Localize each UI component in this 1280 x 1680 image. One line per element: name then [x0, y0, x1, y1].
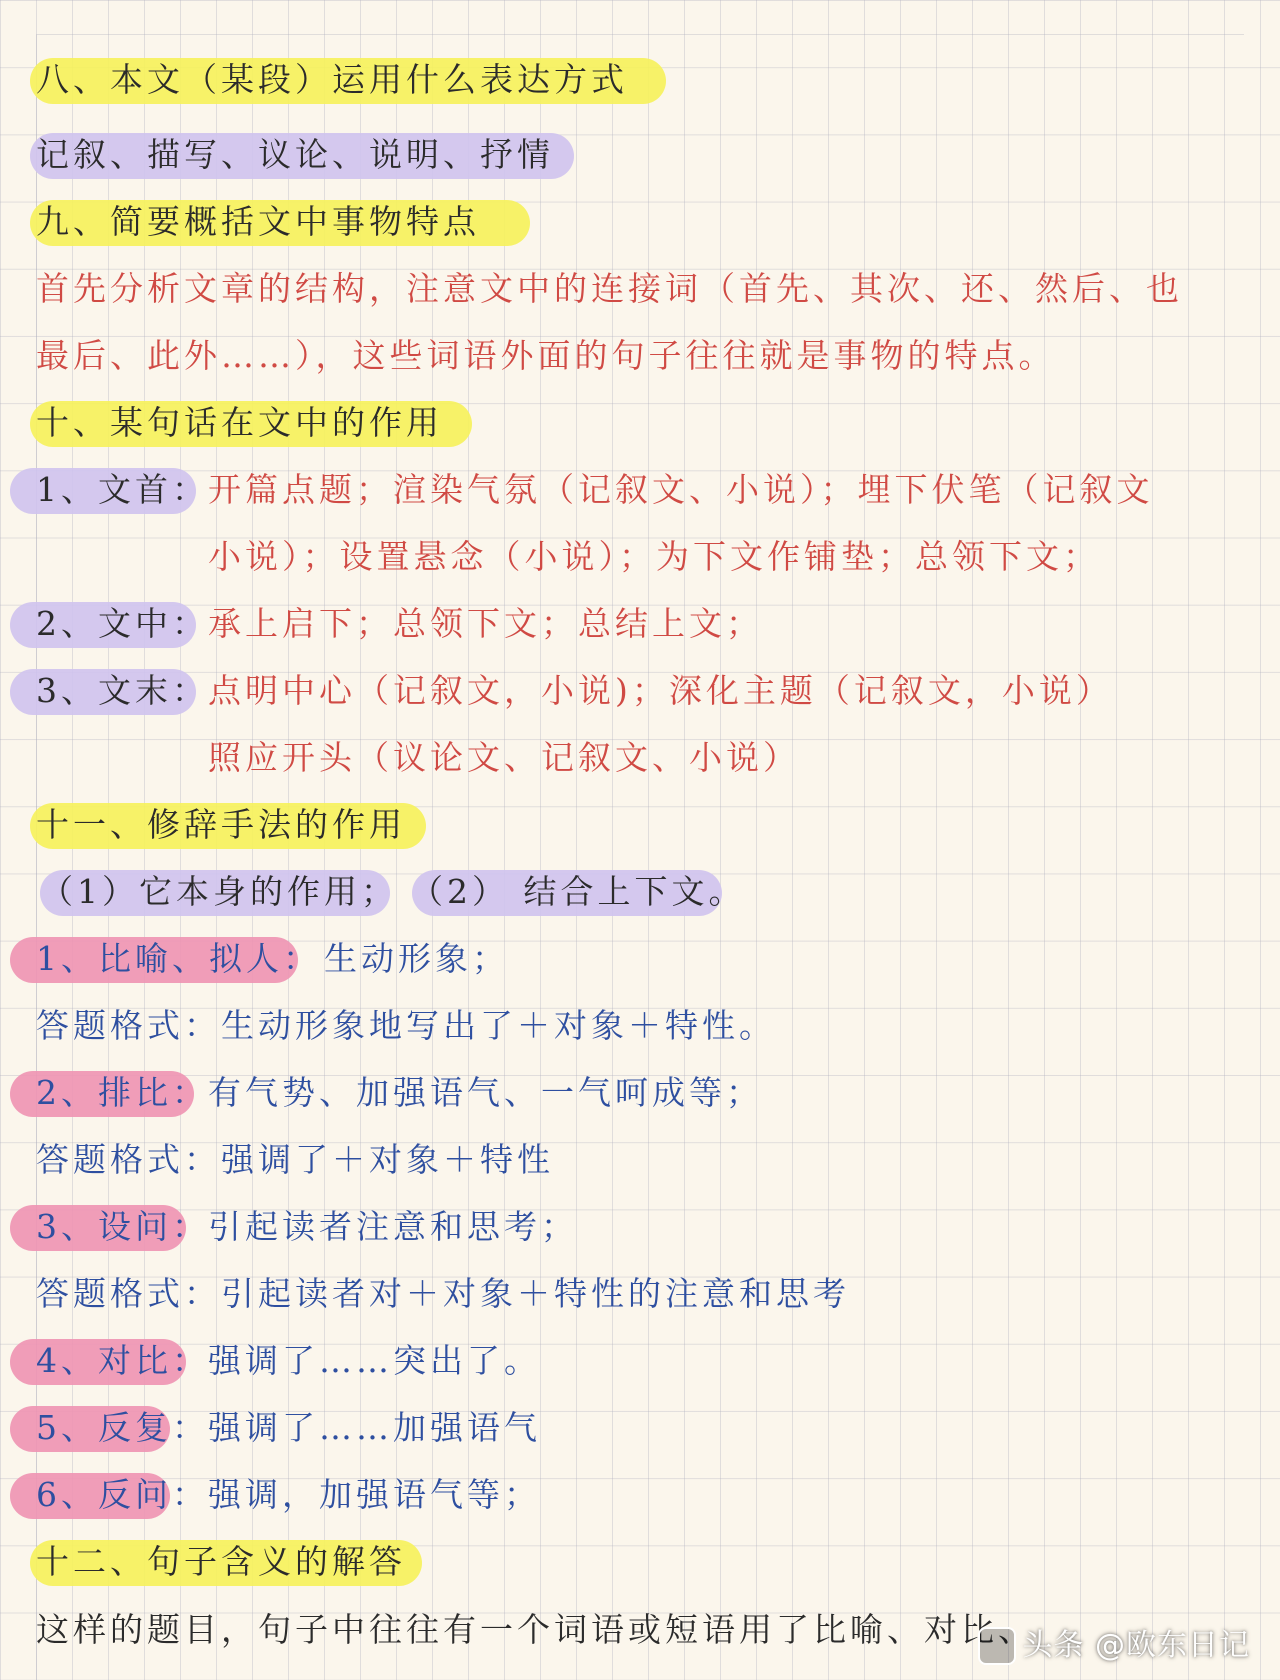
section-8-answer-line [0, 121, 1280, 188]
item-text: 开篇点题；渲染气氛（记叙文、小说）；埋下伏笔（记叙文 [208, 470, 1154, 509]
rhetoric-item-2 [0, 1059, 1280, 1126]
item-label: 3、文末： [36, 671, 209, 710]
section-11-heading: 十一、修辞手法的作用 [36, 805, 406, 844]
section-11-tip-2: （2） 结合上下文。 [410, 872, 746, 911]
section-9-body-line-2 [0, 322, 1280, 389]
answer-format: 答题格式：生动形象地写出了＋对象＋特性。 [36, 1006, 776, 1045]
section-10-item-1 [0, 456, 1280, 523]
rhetoric-item-1 [0, 925, 1280, 992]
rhetoric-item-3-format [0, 1260, 1280, 1327]
item-text: 引起读者注意和思考； [208, 1207, 578, 1246]
item-label: 6、反问： [36, 1475, 209, 1514]
section-12-body: 这样的题目，句子中往往有一个词语或短语用了比喻、对比、 [36, 1610, 1035, 1649]
section-8-answer: 记叙、描写、议论、说明、抒情 [36, 135, 554, 174]
rhetoric-item-1-format [0, 992, 1280, 1059]
watermark [978, 1616, 1250, 1676]
section-9-body-1: 首先分析文章的结构，注意文中的连接词（首先、其次、还、然后、也 [36, 269, 1183, 308]
item-text: 承上启下；总领下文；总结上文； [208, 604, 763, 643]
section-10-heading-line [0, 389, 1280, 456]
item-label: 2、文中： [36, 604, 209, 643]
answer-format: 答题格式：引起读者对＋对象＋特性的注意和思考 [36, 1274, 850, 1313]
item-text: 强调了……突出了。 [208, 1341, 541, 1380]
section-8-heading-line [0, 46, 1280, 113]
item-label: 4、对比： [36, 1341, 209, 1380]
section-11-tip-1: （1）它本身的作用； [40, 872, 398, 911]
item-text: 有气势、加强语气、一气呵成等； [208, 1073, 763, 1112]
section-10-item-2 [0, 590, 1280, 657]
section-12-heading-line [0, 1528, 1280, 1595]
rhetoric-item-3 [0, 1193, 1280, 1260]
section-10-item-3-cont [0, 724, 1280, 791]
item-text: 点明中心（记叙文，小说)；深化主题（记叙文，小说） [208, 671, 1113, 710]
section-10-heading: 十、某句话在文中的作用 [36, 403, 443, 442]
item-text: 小说）；设置悬念（小说）；为下文作铺垫；总领下文； [208, 537, 1100, 576]
item-text: 强调，加强语气等； [208, 1475, 541, 1514]
rhetoric-item-6 [0, 1461, 1280, 1528]
section-11-tips-line [0, 858, 1280, 925]
item-label: 3、设问： [36, 1207, 209, 1246]
section-10-item-3 [0, 657, 1280, 724]
section-9-body-2: 最后、此外……），这些词语外面的句子往往就是事物的特点。 [36, 336, 1056, 375]
section-8-heading: 八、本文（某段）运用什么表达方式 [36, 60, 628, 99]
item-label: 1、比喻、拟人： [36, 939, 320, 978]
item-label: 1、文首： [36, 470, 209, 509]
watermark-text: 头条 @欧东日记 [1022, 1628, 1250, 1663]
rhetoric-item-5 [0, 1394, 1280, 1461]
section-9-body-line-1 [0, 255, 1280, 322]
item-text: 强调了……加强语气 [208, 1408, 541, 1447]
section-10-item-1-cont [0, 523, 1280, 590]
section-11-heading-line [0, 791, 1280, 858]
toutiao-logo-icon [978, 1627, 1016, 1665]
item-text: 照应开头（议论文、记叙文、小说） [208, 738, 800, 777]
item-text: 生动形象； [324, 939, 509, 978]
item-label: 5、反复： [36, 1408, 209, 1447]
rhetoric-item-4 [0, 1327, 1280, 1394]
rhetoric-item-2-format [0, 1126, 1280, 1193]
section-9-heading: 九、简要概括文中事物特点 [36, 202, 480, 241]
answer-format: 答题格式：强调了＋对象＋特性 [36, 1140, 554, 1179]
item-label: 2、排比： [36, 1073, 209, 1112]
section-12-heading: 十二、句子含义的解答 [36, 1542, 406, 1581]
section-9-heading-line [0, 188, 1280, 255]
